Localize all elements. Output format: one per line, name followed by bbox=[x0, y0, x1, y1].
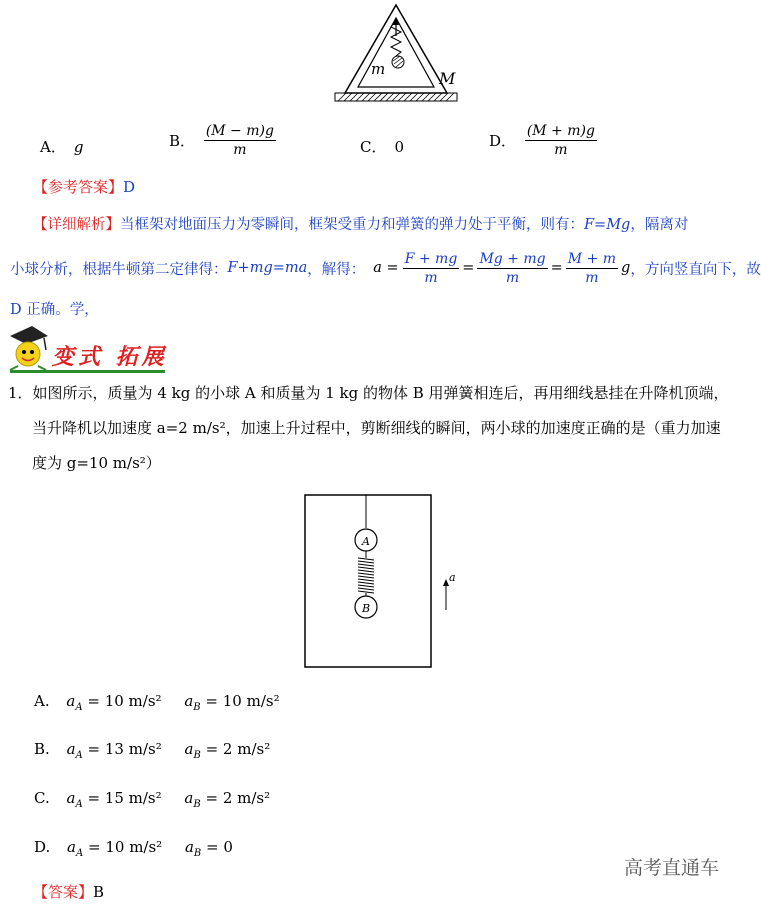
answer: 【答案】B bbox=[33, 883, 105, 901]
question-line-2: 当升降机以加速度 a=2 m/s²，加速上升过程中，剪断细线的瞬间，两小球的加速度正确的是（重力加速 bbox=[32, 419, 721, 437]
watermark: 高考直通车 bbox=[624, 857, 720, 879]
option-b: B． $\frac{(M - m)g}{m}$ bbox=[169, 123, 274, 158]
explanation-line-2: 小球分析，根据牛顿第二定律得： F+mg=ma ，解得： a = $\frac{F + mg}{m}$ = $\frac{Mg + mg}{m}$ = $\frac{M + m}{m}$ g ，方向竖直向下，故 bbox=[10, 250, 761, 286]
triangle-frame-figure bbox=[330, 0, 465, 106]
reference-answer: 【参考答案】D bbox=[33, 178, 136, 196]
mass-label-m: m bbox=[371, 60, 386, 78]
question-line-3: 度为 g=10 m/s²） bbox=[32, 454, 161, 472]
section-underline bbox=[10, 370, 165, 373]
frame-label-M: M bbox=[439, 69, 456, 88]
option-d: D． $\frac{(M + m)g}{m}$ bbox=[489, 123, 595, 158]
choice-d: D. $a_A = 10$ m/s² $a_B = 0$ bbox=[34, 838, 233, 859]
section-title: 变式 拓展 bbox=[52, 344, 168, 370]
explanation-line-1: 【详细解析】当框架对地面压力为零瞬间，框架受重力和弹簧的弹力处于平衡，则有：F=Mg，隔离对 bbox=[33, 217, 689, 233]
question-line-1: 1．如图所示，质量为 4 kg 的小球 A 和质量为 1 kg 的物体 B 用弹簧相连后，再用细线悬挂在升降机顶端， bbox=[8, 384, 729, 402]
choice-b: B. $a_A = 13$ m/s² $a_B = 2$ m/s² bbox=[34, 740, 271, 761]
ball-b-label: B bbox=[362, 602, 371, 615]
explanation-line-3: D 正确。学， bbox=[10, 302, 99, 318]
elevator-figure bbox=[300, 490, 465, 670]
ball-a-label: A bbox=[362, 535, 370, 548]
acceleration-label: a bbox=[449, 571, 456, 584]
option-c: C． 0 bbox=[360, 138, 405, 156]
option-a: A． g bbox=[40, 138, 84, 156]
choice-a: A. $a_A = 10$ m/s² $a_B = 10$ m/s² bbox=[34, 692, 280, 713]
choice-c: C. $a_A = 15$ m/s² $a_B = 2$ m/s² bbox=[34, 789, 271, 810]
mascot-icon bbox=[4, 322, 52, 372]
